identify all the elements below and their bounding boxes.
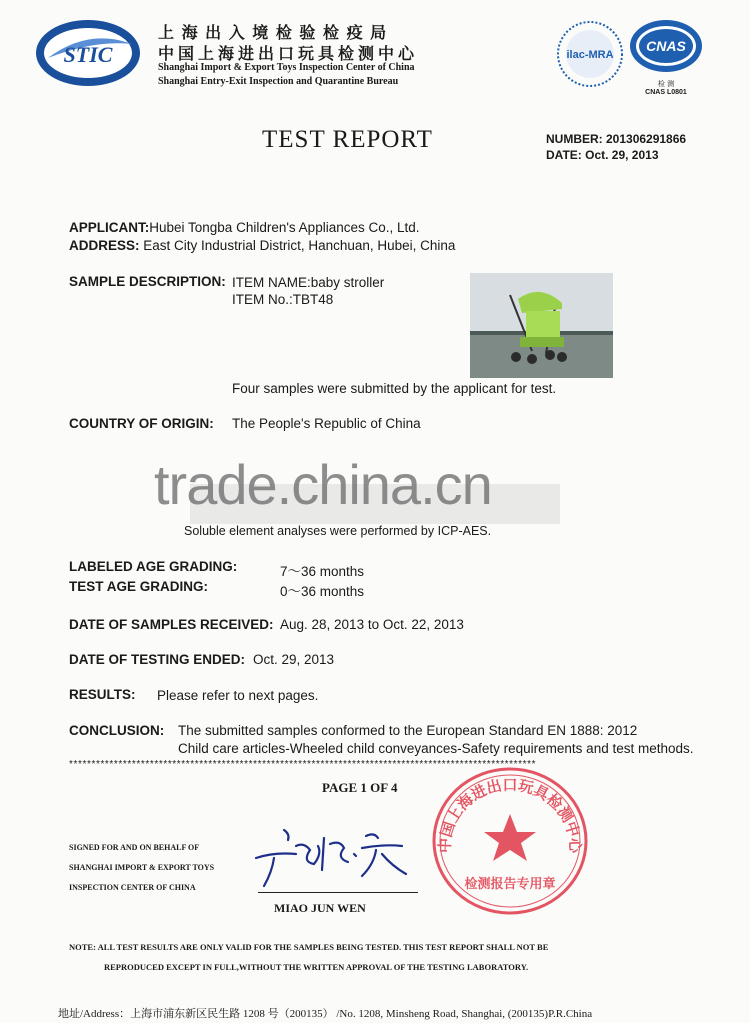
origin-label: COUNTRY OF ORIGIN:: [69, 416, 214, 431]
cnas-logo: [628, 18, 704, 96]
labeled-age-label: LABELED AGE GRADING:: [69, 559, 238, 574]
cnas-sub2: CNAS L0801: [645, 89, 687, 96]
test-age-value: 0～36 months: [280, 584, 365, 599]
signed-line1: SIGNED FOR AND ON BEHALF OF: [69, 843, 200, 852]
handwritten-signature: [244, 824, 414, 894]
testing-ended-value: Oct. 29, 2013: [253, 652, 335, 667]
test-age-label: TEST AGE GRADING:: [69, 579, 209, 594]
origin-value: The People's Republic of China: [232, 416, 421, 431]
ilac-mra-text: ilac-MRA: [566, 49, 614, 61]
official-stamp: [431, 766, 589, 916]
report-title: TEST REPORT: [262, 126, 433, 153]
conclusion-line1: The submitted samples conformed to the European Standard EN 1888: 2012: [178, 723, 638, 738]
conclusion-label: CONCLUSION:: [69, 723, 165, 738]
applicant-value: Hubei Tongba Children's Appliances Co., Ltd.: [149, 220, 420, 235]
report-number: NUMBER: 201306291866: [546, 132, 687, 146]
note-line2: REPRODUCED EXCEPT IN FULL,WITHOUT THE WRITTEN APPROVAL OF THE TESTING LABORATORY.: [104, 962, 529, 972]
org-en-line1: Shanghai Import & Export Toys Inspection Center of China: [158, 62, 415, 73]
conclusion-line2: Child care articles-Wheeled child conveyances-Safety requirements and test methods.: [178, 741, 694, 756]
org-en-line2: Shanghai Entry-Exit Inspection and Quarantine Bureau: [158, 76, 399, 87]
testing-ended-label: DATE OF TESTING ENDED:: [69, 652, 246, 667]
stic-logo: [34, 18, 142, 88]
sample-item-no: ITEM No.:TBT48: [232, 292, 334, 307]
received-value: Aug. 28, 2013 to Oct. 22, 2013: [280, 617, 464, 632]
labeled-age-value: 7～36 months: [280, 564, 365, 579]
star-divider: ********************************************************************************************************: [69, 759, 537, 770]
signature-line: [258, 892, 418, 893]
stic-logo-text: STIC: [63, 42, 113, 67]
results-value: Please refer to next pages.: [157, 688, 319, 703]
org-cn-line1: 上 海 出 入 境 检 验 检 疫 局: [158, 23, 388, 42]
ilac-mra-logo: [554, 20, 626, 88]
stamp-ring-text: 中国上海进出口玩具检测中心: [435, 775, 585, 854]
stroller-photo: [470, 273, 613, 378]
cnas-logo-text: CNAS: [646, 38, 686, 54]
address-label: ADDRESS:: [69, 238, 140, 253]
address-value: East City Industrial District, Hanchuan, Hubei, China: [143, 238, 456, 253]
sample-label: SAMPLE DESCRIPTION:: [69, 274, 226, 289]
report-date: DATE: Oct. 29, 2013: [546, 148, 659, 162]
signer-name: MIAO JUN WEN: [274, 901, 366, 915]
page-indicator: PAGE 1 OF 4: [322, 780, 398, 795]
note-line1: NOTE: ALL TEST RESULTS ARE ONLY VALID FOR THE SAMPLES BEING TESTED. THIS TEST REPORT SHALL NOT BE: [69, 942, 549, 952]
signed-line3: INSPECTION CENTER OF CHINA: [69, 883, 196, 892]
footer-address: 地址/Address：上海市浦东新区民生路 1208 号（200135） /No. 1208, Minsheng Road, Shanghai, (200135)P.R.China: [58, 1008, 593, 1020]
icp-note: Soluble element analyses were performed by ICP-AES.: [184, 524, 492, 538]
sample-note: Four samples were submitted by the applicant for test.: [232, 381, 557, 396]
results-label: RESULTS:: [69, 687, 136, 702]
applicant-label: APPLICANT:: [69, 220, 150, 235]
watermark-text: trade.china.cn: [154, 453, 492, 516]
applicant-row: [69, 220, 420, 235]
org-cn-line2: 中国上海进出口玩具检测中心: [158, 44, 419, 63]
signed-line2: SHANGHAI IMPORT & EXPORT TOYS: [69, 863, 215, 872]
address-row: [69, 238, 455, 253]
sample-item-name: ITEM NAME:baby stroller: [232, 275, 385, 290]
cnas-sub1: 检 测: [657, 80, 675, 88]
stamp-center-text: 检测报告专用章: [464, 877, 556, 892]
received-label: DATE OF SAMPLES RECEIVED:: [69, 617, 274, 632]
